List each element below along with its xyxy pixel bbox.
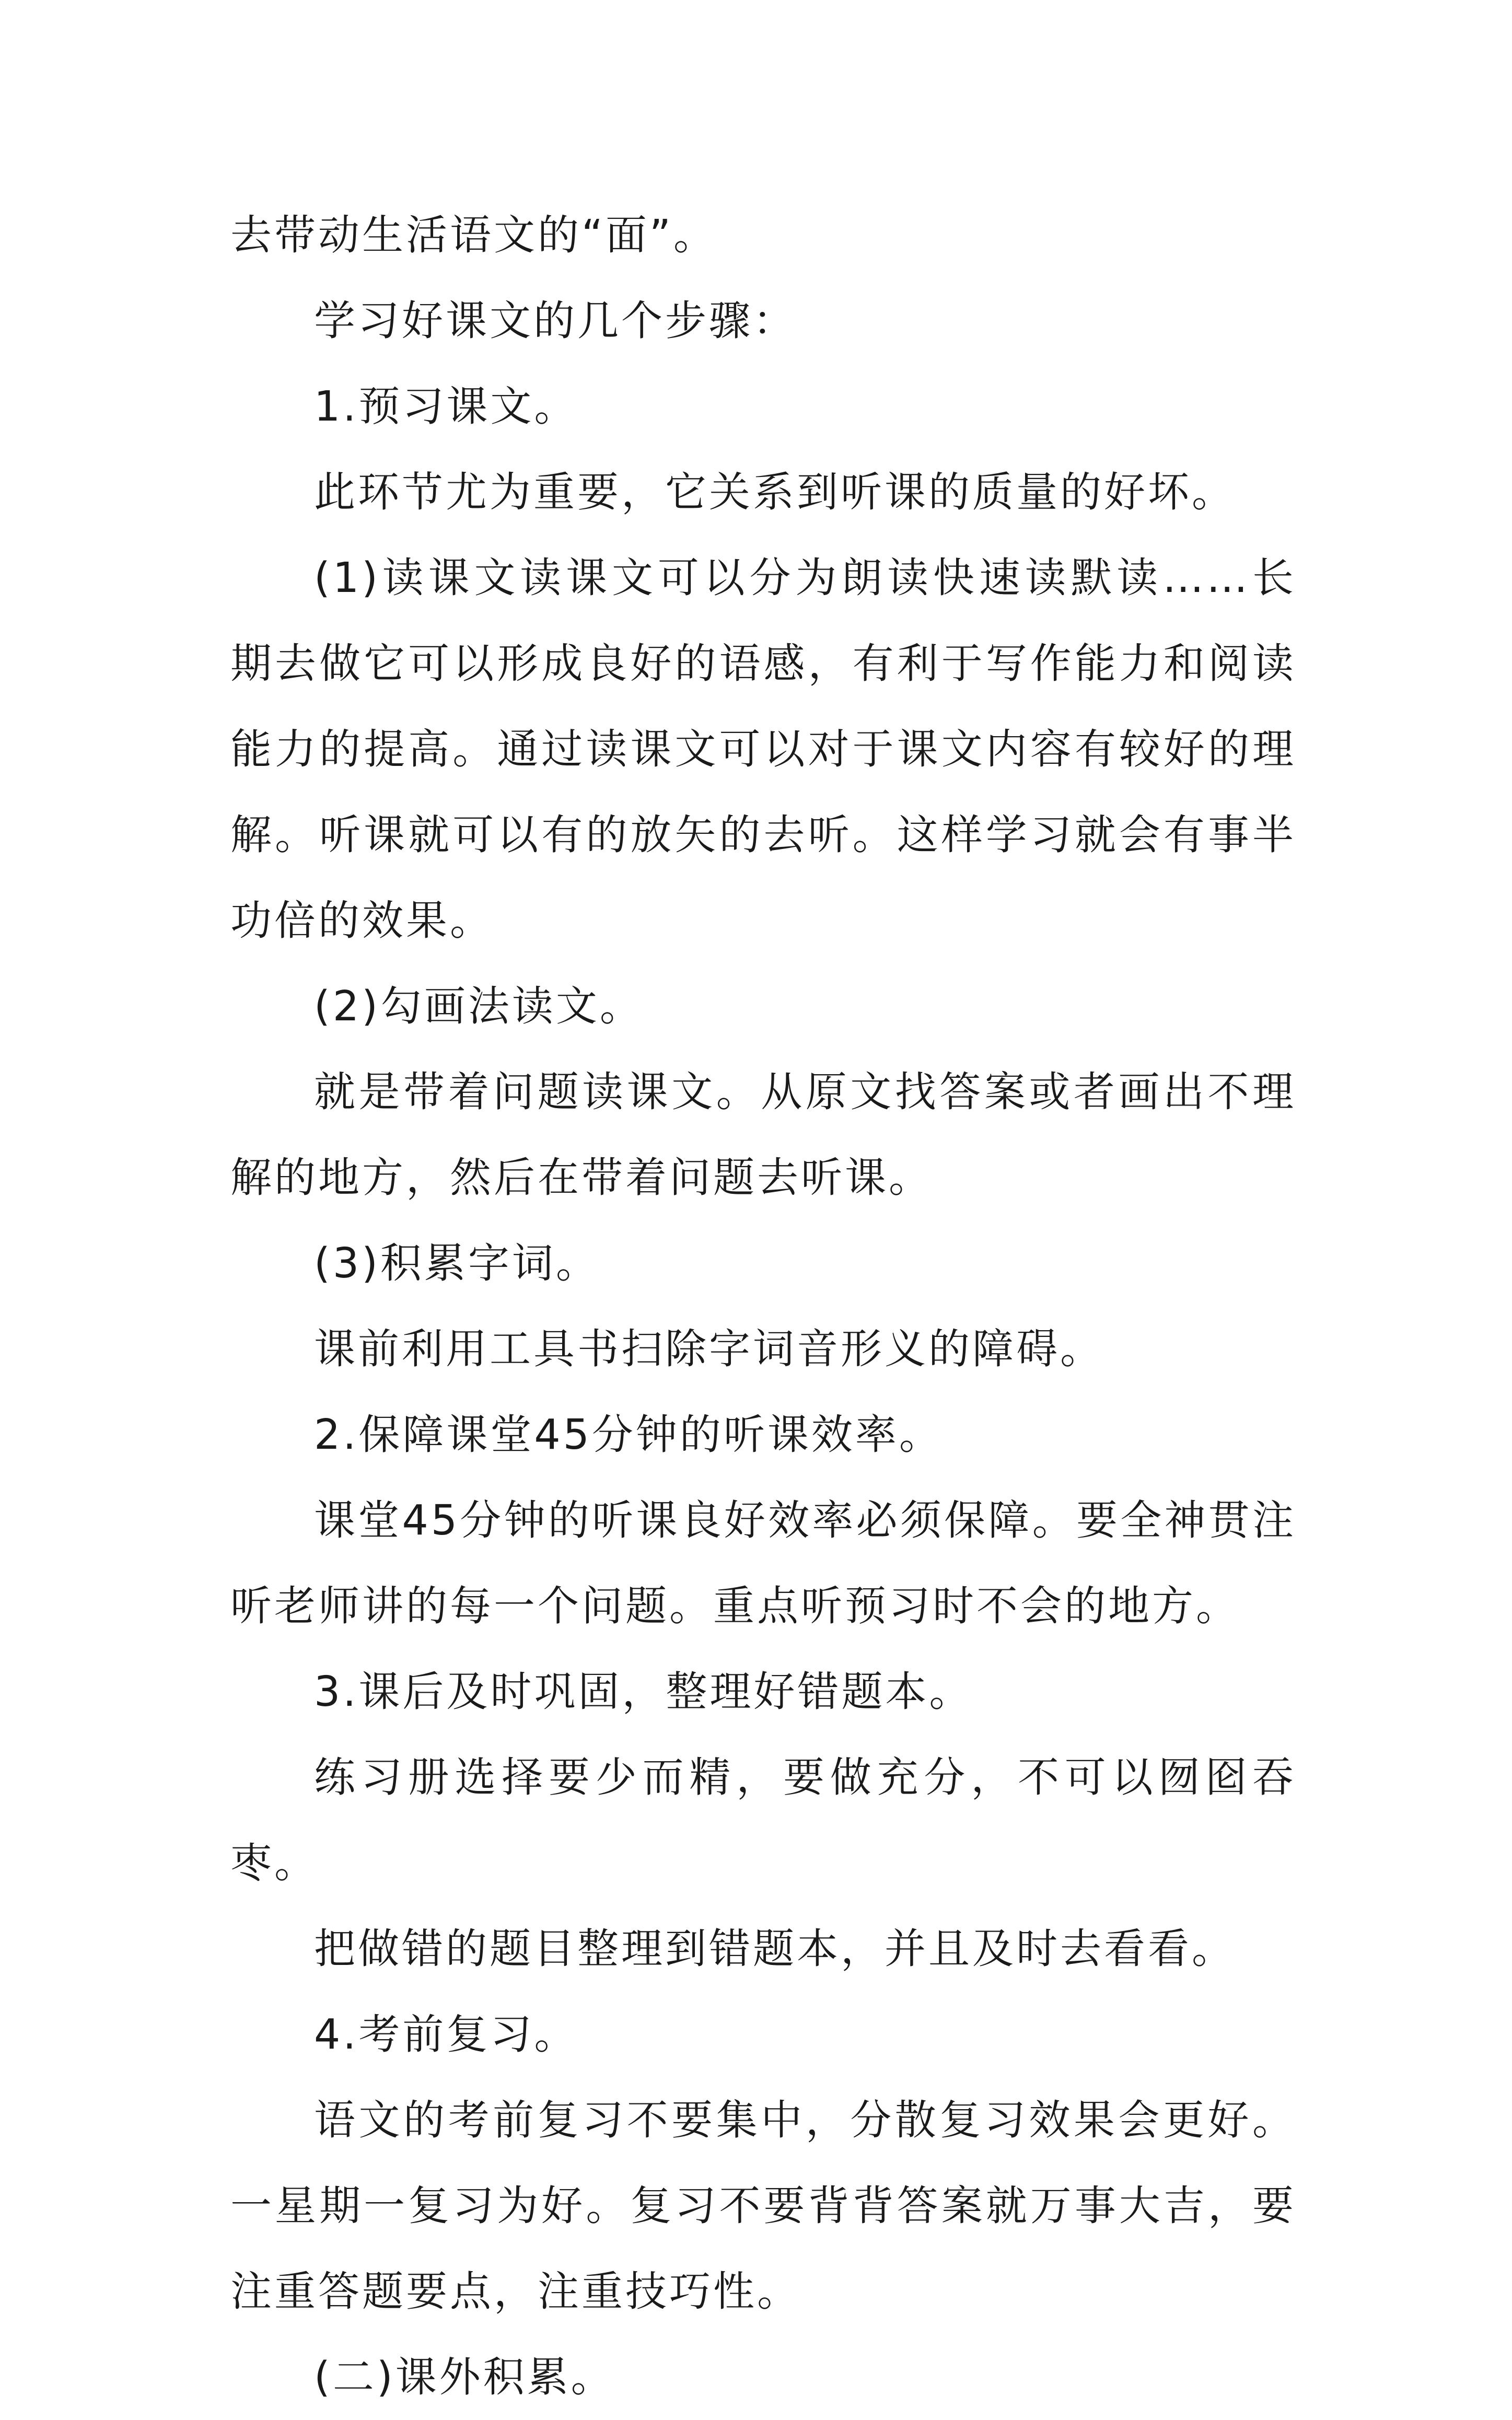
paragraph-vocabulary: 课前利用工具书扫除字词音形义的障碍。 <box>314 1325 1104 1373</box>
paragraph-mark-method: 就是带着问题读课文。从原文找答案或者画出不理解的地方，然后在带着问题去听课。 <box>230 1068 1296 1202</box>
paragraph-workbook: 练习册选择要少而精，要做充分，不可以囫囵吞枣。 <box>230 1753 1296 1887</box>
paragraph-steps-intro: 学习好课文的几个步骤： <box>314 297 797 345</box>
paragraph-exam-review: 语文的考前复习不要集中，分散复习效果会更好。一星期一复习为好。复习不要背背答案就万事大吉，要注重答题要点，注重技巧性。 <box>230 2096 1296 2316</box>
paragraph-vocabulary-heading: (3)积累字词。 <box>314 1239 600 1287</box>
paragraph-section-heading: (二)课外积累。 <box>314 2353 615 2401</box>
paragraph-read-text: (1)读课文读课文可以分为朗读快速读默读……长期去做它可以形成良好的语感，有利于写作能力和阅读能力的提高。通过读课文可以对于课文内容有较好的理解。听课就可以有的放矢的去听。这样学习就会有事半功倍的效果。 <box>230 554 1296 945</box>
paragraph-step-4-heading: 4.考前复习。 <box>314 2010 578 2058</box>
paragraph-error-notebook: 把做错的题目整理到错题本，并且及时去看看。 <box>314 1925 1236 1973</box>
paragraph-mark-method-heading: (2)勾画法读文。 <box>314 982 644 1030</box>
paragraph-step-1-heading: 1.预习课文。 <box>314 382 578 431</box>
paragraph-step-1-importance: 此环节尤为重要，它关系到听课的质量的好坏。 <box>314 468 1236 516</box>
paragraph-step-2-heading: 2.保障课堂45分钟的听课效率。 <box>314 1411 943 1459</box>
paragraph-step-3-heading: 3.课后及时巩固，整理好错题本。 <box>314 1668 973 1716</box>
document-body <box>230 192 1296 2420</box>
paragraph-continuation: 去带动生活语文的“面”。 <box>230 211 717 259</box>
paragraph-class-efficiency: 课堂45分钟的听课良好效率必须保障。要全神贯注听老师讲的每一个问题。重点听预习时不会的地方。 <box>230 1496 1296 1630</box>
